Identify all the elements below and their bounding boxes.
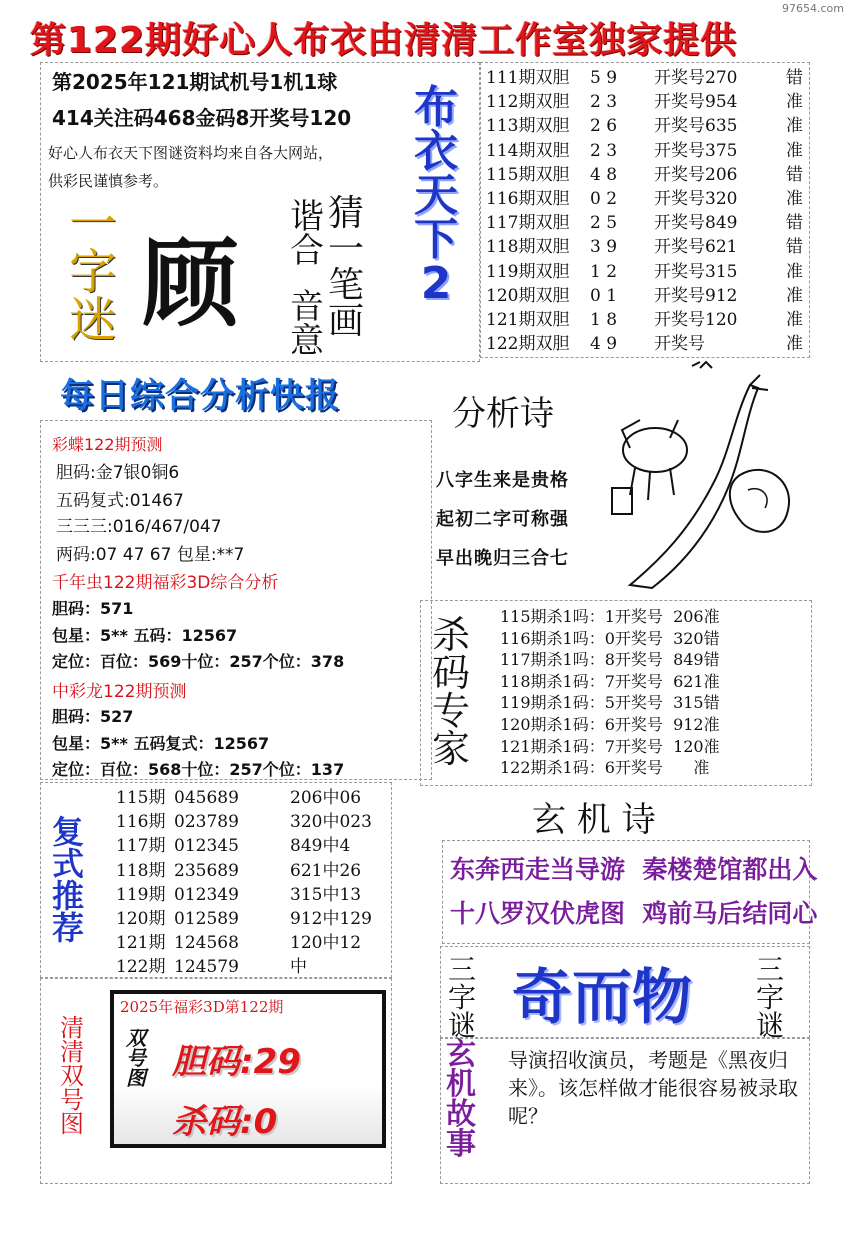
page-title: 第122期好心人布衣由清清工作室独家提供 xyxy=(30,20,738,61)
double-gall-period: 112期双胆 xyxy=(486,92,570,113)
hint-char: 笔 xyxy=(328,265,365,306)
intro-trial-numbers: 第2025年121期试机号1机1球 xyxy=(52,70,338,94)
double-gall-nums: 1 2 xyxy=(590,261,618,282)
double-gall-result: 错 xyxy=(786,237,803,258)
double-gall-nums: 3 9 xyxy=(590,237,618,258)
compound-code: 023789 xyxy=(174,812,239,833)
double-gall-row xyxy=(486,187,810,211)
double-gall-row xyxy=(486,284,810,308)
compound-label-char: 复 xyxy=(52,813,85,851)
qingqing-label xyxy=(60,1016,84,1136)
double-gall-draw: 开奖号270 xyxy=(654,68,738,88)
compound-row xyxy=(116,810,386,834)
compound-row xyxy=(116,883,386,907)
double-gall-result: 准 xyxy=(786,310,803,331)
double-gall-result: 准 xyxy=(786,140,803,161)
double-gall-row xyxy=(486,66,810,90)
compound-period: 115期 xyxy=(116,788,166,808)
compound-code: 045689 xyxy=(174,788,239,808)
kill-code-row: 117期杀1吗：8开奖号 849错 xyxy=(500,650,720,670)
double-gall-result: 准 xyxy=(786,261,803,282)
double-gall-nums: 5 9 xyxy=(590,68,618,88)
qingqing-label-char: 图 xyxy=(60,1110,84,1138)
caidie-dan: 胆码:金7银0铜6 xyxy=(56,463,180,483)
card-side-char: 号 xyxy=(126,1046,146,1070)
compound-period: 120期 xyxy=(116,909,166,930)
compound-result: 320中023 xyxy=(290,812,372,833)
compound-code: 235689 xyxy=(174,860,239,881)
intro-focus-codes: 414关注码468金码8开奖号120 xyxy=(52,106,352,130)
double-gall-row xyxy=(486,114,810,138)
double-gall-result: 准 xyxy=(786,189,803,210)
compound-result: 849中4 xyxy=(290,836,351,857)
three-char-left-label xyxy=(448,953,477,1042)
three-char-word: 奇而物 xyxy=(512,963,692,1033)
hint-char: 音 xyxy=(290,287,324,327)
double-gall-row xyxy=(486,260,810,284)
double-gall-nums: 1 8 xyxy=(590,310,618,331)
compound-row xyxy=(116,931,386,955)
compound-code: 124568 xyxy=(174,933,239,954)
kill-label-char: 家 xyxy=(432,727,471,771)
story-label xyxy=(446,1037,476,1162)
double-gall-draw: 开奖号912 xyxy=(654,285,738,306)
poem-title: 分析诗 xyxy=(452,394,554,434)
hint-char: 画 xyxy=(328,301,365,342)
compound-period: 121期 xyxy=(116,933,166,954)
hint-char: 谐 xyxy=(290,197,324,237)
qingqing-label-char: 清 xyxy=(60,1038,84,1066)
double-gall-row xyxy=(486,308,810,332)
qingqing-dan: 胆码:29 xyxy=(172,1042,301,1082)
qiannian-dan: 胆码：571 xyxy=(52,599,134,618)
brand-char: 衣 xyxy=(414,126,458,177)
compound-result: 中 xyxy=(290,957,307,978)
double-gall-draw: 开奖号954 xyxy=(654,92,738,113)
riddle-label-char: 字 xyxy=(68,244,117,300)
double-gall-result: 准 xyxy=(786,116,803,137)
qiannian-bao: 包星：5** 五码：12567 xyxy=(52,626,238,645)
caidie-wu: 五码复式:01467 xyxy=(56,491,184,511)
kill-code-rows xyxy=(500,606,720,779)
compound-code: 012345 xyxy=(174,836,239,857)
qiannian-heading: 千年虫122期福彩3D综合分析 xyxy=(52,573,279,593)
double-gall-period: 115期双胆 xyxy=(486,164,570,185)
brand-char: 天 xyxy=(414,170,458,221)
double-gall-row xyxy=(486,332,810,356)
double-gall-rows xyxy=(486,66,810,356)
compound-row xyxy=(116,907,386,931)
qingqing-sha: 杀码:0 xyxy=(172,1102,278,1142)
double-gall-result: 准 xyxy=(786,334,803,355)
double-gall-nums: 2 5 xyxy=(590,213,618,234)
double-gall-nums: 2 3 xyxy=(590,140,618,161)
intro-disclaimer-2: 供彩民谨慎参考。 xyxy=(48,172,169,190)
double-gall-row xyxy=(486,90,810,114)
compound-rows xyxy=(116,786,386,980)
compound-period: 116期 xyxy=(116,812,166,833)
double-gall-row xyxy=(486,211,810,235)
poem-line-1: 八字生来是贵格 xyxy=(436,470,569,491)
brand-char: 布 xyxy=(414,82,458,133)
qingqing-label-char: 清 xyxy=(60,1014,84,1042)
compound-label-char: 式 xyxy=(52,845,85,883)
compound-label xyxy=(52,813,85,947)
story-label-char: 事 xyxy=(446,1127,476,1162)
qingqing-card-side xyxy=(126,1028,146,1088)
three-left-char: 三 xyxy=(448,953,477,986)
double-gall-nums: 0 2 xyxy=(590,189,618,210)
three-right-char: 谜 xyxy=(756,1009,785,1042)
zhongcai-bao: 包星：5** 五码复式：12567 xyxy=(52,734,270,753)
double-gall-draw: 开奖号120 xyxy=(654,310,738,331)
double-gall-period: 119期双胆 xyxy=(486,261,570,282)
compound-result: 206中06 xyxy=(290,788,362,808)
story-label-char: 机 xyxy=(446,1067,476,1102)
compound-result: 120中12 xyxy=(290,933,362,954)
hint-char: 合 xyxy=(290,231,324,271)
double-gall-period: 121期双胆 xyxy=(486,310,570,331)
kill-code-row: 121期杀1码：7开奖号 120准 xyxy=(500,736,720,756)
double-gall-row xyxy=(486,163,810,187)
compound-code: 012589 xyxy=(174,909,239,930)
xuanji-line-2: 十八罗汉伏虎图 鸡前马后结同心 xyxy=(450,899,818,928)
compound-result: 912中129 xyxy=(290,909,372,930)
compound-period: 119期 xyxy=(116,884,166,905)
double-gall-nums: 2 6 xyxy=(590,116,618,137)
double-gall-period: 117期双胆 xyxy=(486,213,570,234)
double-gall-nums: 4 8 xyxy=(590,164,618,185)
one-char-riddle-label xyxy=(58,196,128,348)
riddle-label-char: 迷 xyxy=(68,292,117,348)
site-watermark: 97654.com xyxy=(782,2,844,15)
qingqing-label-char: 双 xyxy=(60,1062,84,1090)
intro-disclaimer: 好心人布衣天下图谜资料均来自各大网站， xyxy=(48,144,334,162)
card-side-char: 图 xyxy=(126,1066,146,1090)
three-char-right-label xyxy=(756,953,785,1042)
story-label-char: 玄 xyxy=(446,1037,476,1072)
double-gall-draw: 开奖号635 xyxy=(654,116,738,137)
xuanji-line-1: 东奔西走当导游 秦楼楚馆都出入 xyxy=(450,855,818,884)
compound-period: 118期 xyxy=(116,860,166,881)
double-gall-period: 122期双胆 xyxy=(486,334,570,355)
story-text: 导演招收演员，考题是《黑夜归来》。该怎样做才能很容易被录取呢？ xyxy=(508,1048,798,1128)
double-gall-draw: 开奖号375 xyxy=(654,140,738,161)
double-gall-result: 准 xyxy=(786,285,803,306)
compound-result: 621中26 xyxy=(290,860,362,881)
double-gall-period: 116期双胆 xyxy=(486,189,570,210)
kill-code-row: 115期杀1吗：1开奖号 206准 xyxy=(500,607,720,626)
double-gall-draw: 开奖号 xyxy=(654,334,705,355)
double-gall-draw: 开奖号320 xyxy=(654,189,738,210)
double-gall-draw: 开奖号849 xyxy=(654,213,738,234)
compound-label-char: 推 xyxy=(52,877,85,915)
compound-result: 315中13 xyxy=(290,884,362,905)
compound-row xyxy=(116,786,386,810)
kill-code-row: 118期杀1码：7开奖号 621准 xyxy=(500,671,720,691)
kill-code-row: 119期杀1码：5开奖号 315错 xyxy=(500,693,720,713)
compound-row xyxy=(116,955,386,979)
double-gall-nums: 0 1 xyxy=(590,285,618,306)
three-right-char: 字 xyxy=(756,981,785,1014)
double-gall-row xyxy=(486,235,810,259)
hint-char: 一 xyxy=(328,229,365,270)
three-right-char: 三 xyxy=(756,953,785,986)
double-gall-row xyxy=(486,139,810,163)
kill-label-char: 码 xyxy=(432,651,471,695)
zhongcai-ding: 定位：百位：568十位：257个位：137 xyxy=(52,760,345,779)
poem-line-2: 起初二字可称强 xyxy=(436,509,569,530)
double-gall-nums: 4 9 xyxy=(590,334,618,355)
caidie-san: 三三三:016/467/047 xyxy=(56,517,222,537)
qingqing-card-title: 2025年福彩3D第122期 xyxy=(120,998,284,1016)
double-gall-draw: 开奖号621 xyxy=(654,237,738,258)
card-side-char: 双 xyxy=(126,1026,146,1050)
double-gall-result: 错 xyxy=(786,68,803,88)
compound-code: 012349 xyxy=(174,884,239,905)
poem-line-3: 早出晚归三合七 xyxy=(436,548,569,569)
compound-row xyxy=(116,834,386,858)
riddle-hint-col1 xyxy=(328,193,365,342)
riddle-big-char: 顾 xyxy=(142,227,238,340)
zhongcai-heading: 中彩龙122期预测 xyxy=(52,682,187,702)
double-gall-period: 113期双胆 xyxy=(486,116,570,137)
double-gall-period: 111期双胆 xyxy=(486,68,570,88)
zhongcai-dan: 胆码：527 xyxy=(52,707,134,726)
hint-char: 意 xyxy=(290,321,324,361)
brand-char: 2 xyxy=(420,258,452,309)
caidie-heading: 彩蝶122期预测 xyxy=(52,435,163,454)
compound-period: 117期 xyxy=(116,836,166,857)
double-gall-draw: 开奖号206 xyxy=(654,164,738,185)
compound-period: 122期 xyxy=(116,957,166,978)
double-gall-result: 准 xyxy=(786,92,803,113)
double-gall-draw: 开奖号315 xyxy=(654,261,738,282)
brand-char: 下 xyxy=(414,214,458,265)
brand-vertical-title xyxy=(408,82,464,309)
riddle-hint-col3 xyxy=(290,287,324,361)
kill-code-row: 116期杀1吗：0开奖号 320错 xyxy=(500,628,720,648)
double-gall-result: 错 xyxy=(786,164,803,185)
kill-label-char: 杀 xyxy=(432,613,471,657)
three-left-char: 字 xyxy=(448,981,477,1014)
kill-code-row: 122期杀1码：6开奖号 准 xyxy=(500,758,710,778)
poem-illustration xyxy=(600,360,810,590)
xuanji-title: 玄 机 诗 xyxy=(532,800,656,840)
double-gall-period: 114期双胆 xyxy=(486,140,570,161)
story-label-char: 故 xyxy=(446,1097,476,1132)
double-gall-result: 错 xyxy=(786,213,803,234)
three-left-char: 谜 xyxy=(448,1009,477,1042)
hint-char: 猜 xyxy=(328,193,365,234)
kill-code-row: 120期杀1码：6开奖号 912准 xyxy=(500,714,720,734)
qingqing-label-char: 号 xyxy=(60,1086,84,1114)
riddle-hint-col2 xyxy=(290,197,324,271)
kill-label-char: 专 xyxy=(432,689,471,733)
daily-report-title: 每日综合分析快报 xyxy=(60,376,340,416)
kill-code-label xyxy=(432,613,471,771)
compound-row xyxy=(116,859,386,883)
compound-code: 124579 xyxy=(174,957,239,978)
compound-label-char: 荐 xyxy=(52,909,85,947)
double-gall-period: 118期双胆 xyxy=(486,237,570,258)
qiannian-ding: 定位：百位：569十位：257个位：378 xyxy=(52,652,345,671)
caidie-liang: 两码:07 47 67 包星:**7 xyxy=(56,545,245,565)
riddle-label-char: 一 xyxy=(68,196,117,252)
double-gall-period: 120期双胆 xyxy=(486,285,570,306)
double-gall-nums: 2 3 xyxy=(590,92,618,113)
